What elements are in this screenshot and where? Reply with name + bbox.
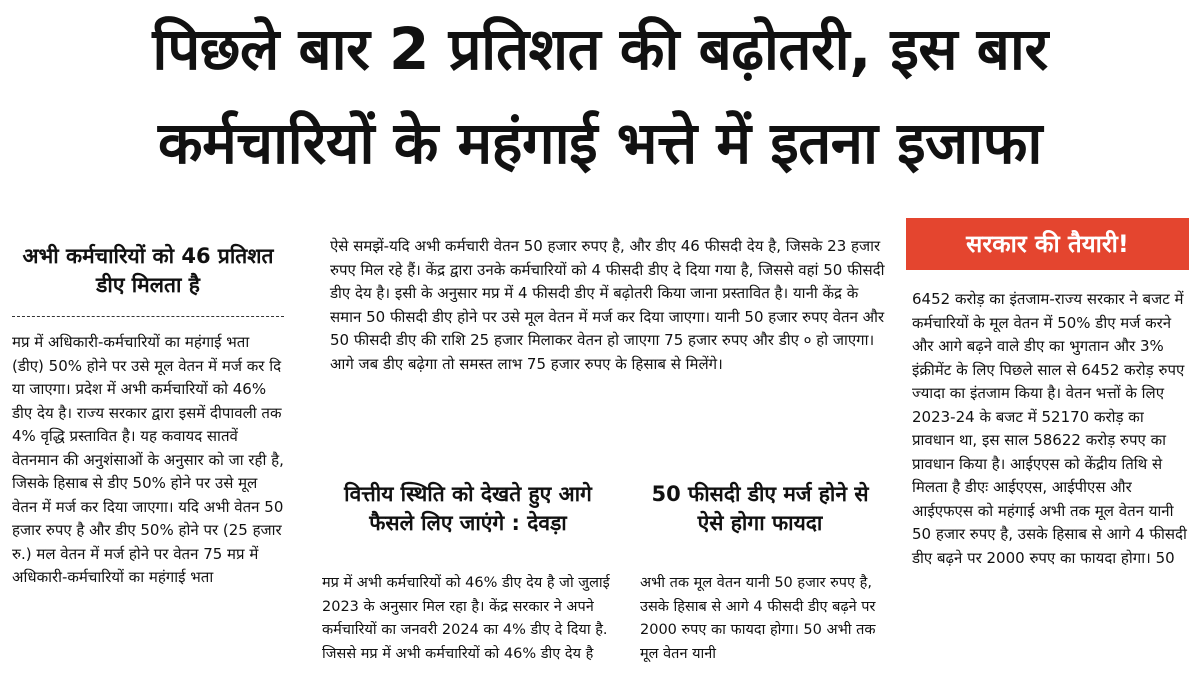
right-body-text: 6452 करोड़ का इंतजाम-राज्य सरकार ने बजट में कर्मचारियों के मूल वेतन में 50% डीए मर्ज करने और आगे बढ़ने वाले डीए का भुगतान और 3% इंक्रीमेंट के लिए पिछले साल से 6452 करोड़ रुपए ज्यादा का इंतजाम किया है। वेतन भत्तों के लिए 2023-24 के बजट में 52170 करोड़ का प्रावधान था, इस साल 58622 करोड़ रुपए का प्रावधान किया है। आईएएस को केंद्रीय तिथि से मिलता है डीएः आईएएस, आईपीएस और आईएफएस को महंगाई अभी तक मूल वेतन यानी 50 हजार रुपए है, उसके हिसाब से आगे 4 फीसदी डीए बढ़ने पर 2000 रुपए का फायदा होगा। 50 [912, 290, 1187, 567]
center-right-article [640, 480, 880, 666]
center-left-subheading: वित्तीय स्थिति को देखते हुए आगे फैसले लिए जाएंगे : देवड़ा [344, 482, 592, 535]
right-column [906, 218, 1189, 570]
center-left-article [322, 480, 614, 666]
center-right-subheading: 50 फीसदी डीए मर्ज होने से ऐसे होगा फायदा [651, 482, 869, 535]
left-subheading: अभी कर्मचारियों को 46 प्रतिशत डीए मिलता है [22, 244, 274, 297]
center-top-body-text: ऐसे समझें-यदि अभी कर्मचारी वेतन 50 हजार रुपए है, और डीए 46 फीसदी देय है, जिसके 23 हजार रुपए मिल रहे हैं। केंद्र द्वारा उनके कर्मचारियों को 4 फीसदी डीए दे दिया गया है, जिससे वहां 50 फीसदी डीए देय है। इसी के अनुसार मप्र में 4 फीसदी डीए में बढ़ोतरी किया जाना प्रस्तावित है। यानी केंद्र के समान 50 फीसदी डीए होने पर उसे मूल वेतन में मर्ज कर दिया जाएगा। यानी 50 हजार रुपए वेतन और 50 फीसदी डीए की राशि 25 हजार मिलाकर वेतन हो जाएगा 75 हजार रुपए और डीए ० हो जाएगा। आगे जब डीए बढ़ेगा तो समस्त लाभ 75 हजार रुपए के हिसाब से मिलेंगे। [330, 237, 885, 373]
center-top-article [330, 235, 886, 376]
headline-line-1: पिछले बार 2 प्रतिशत की बढ़ोतरी, इस बार [152, 15, 1048, 83]
headline-line-2: कर्मचारियों के महंगाई भत्ते में इतना इजाफा [158, 109, 1042, 177]
dashed-divider [12, 316, 284, 317]
center-left-body-text: मप्र में अभी कर्मचारियों को 46% डीए देय है जो जुलाई 2023 के अनुसार मिल रहा है। केंद्र सरकार ने अपने कर्मचारियों का जनवरी 2024 का 4% डीए दे दिया है. जिससे मप्र में अभी कर्मचारियों को 46% डीए देय है [322, 575, 610, 662]
center-right-body-text: अभी तक मूल वेतन यानी 50 हजार रुपए है, उसके हिसाब से आगे 4 फीसदी डीए बढ़ने पर 2000 रुपए का फायदा होगा। 50 अभी तक मूल वेतन यानी [640, 575, 876, 662]
sarkar-ki-taiyari-banner: सरकार की तैयारी! [906, 218, 1189, 270]
headline [10, 2, 1190, 190]
left-body-text: मप्र में अधिकारी-कर्मचारियों का महंगाई भता (डीए) 50% होने पर उसे मूल वेतन में मर्ज कर दि या जाएगा। प्रदेश में अभी कर्मचारियों को 46% डीए देय है। राज्य सरकार द्वारा इसमें दीपावली तक 4% वृद्धि प्रस्तावित है। यह कवायद सातवें वेतनमान की अनुशंसाओं के अनुसार को जा रही है, जिसके हिसाब से डीए 50% होने पर उसे मूल वेतन में मर्ज कर दिया जाएगा। यदि अभी वेतन 50 हजार रुपए है और डीए 50% होने पर (25 हजार रु.) मल वेतन में मर्ज होने पर वेतन 75 मप्र में अधिकारी-कर्मचारियों का महंगाई भता [12, 333, 284, 586]
left-column [12, 242, 284, 590]
